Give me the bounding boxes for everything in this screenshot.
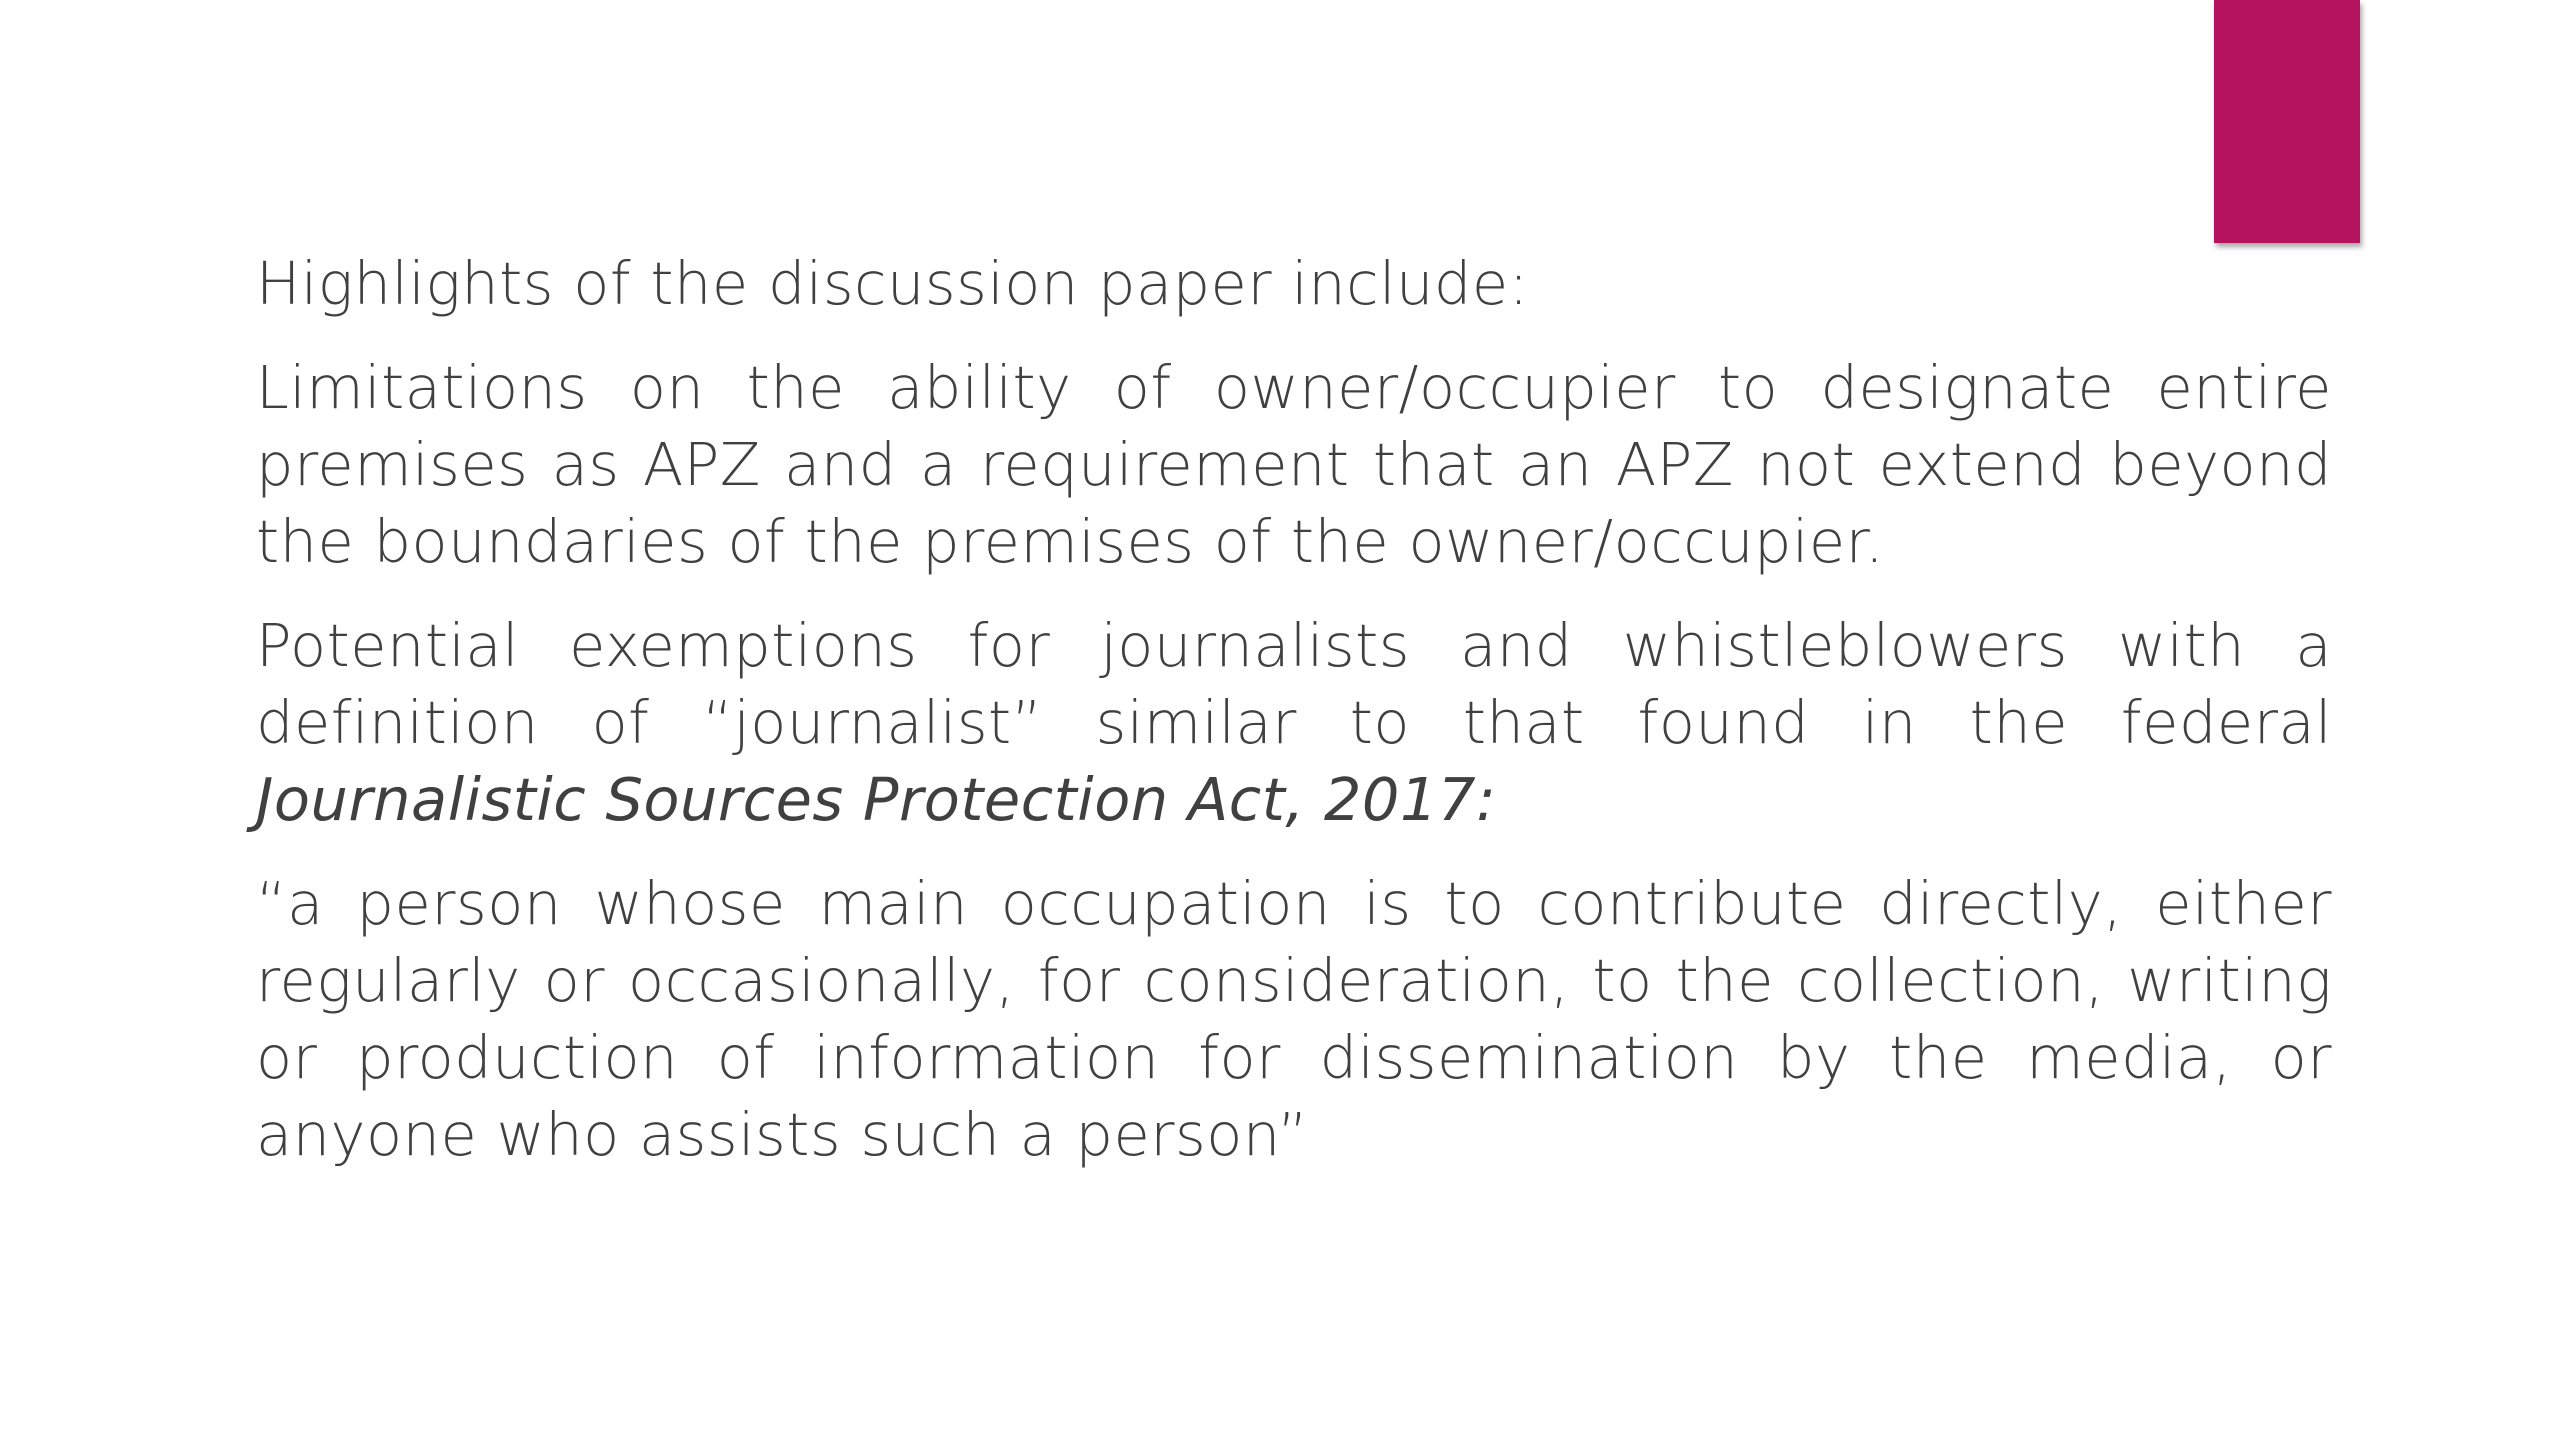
limitations-paragraph: Limitations on the ability of owner/occupier to designate entire premises as APZ and a requirement that an APZ not extend beyond the boundaries of the premises of the owner/occupier. [256,353,2332,576]
slide-content [256,245,2332,1200]
journalist-definition-quote: “a person whose main occupation is to contribute directly, either regularly or occasionally, for consideration, to the collection, writing or production of information for dissemination by the media, or anyone who assists such a person” [256,869,2332,1169]
accent-bar [2214,0,2360,243]
exemptions-text: Potential exemptions for journalists and whistleblowers with a definition of “journalist” similar to that found in the federal [256,611,2332,757]
act-title: Journalistic Sources Protection Act, 2017: [256,765,1497,834]
exemptions-paragraph [256,607,2332,838]
intro-paragraph: Highlights of the discussion paper include: [256,249,1530,318]
